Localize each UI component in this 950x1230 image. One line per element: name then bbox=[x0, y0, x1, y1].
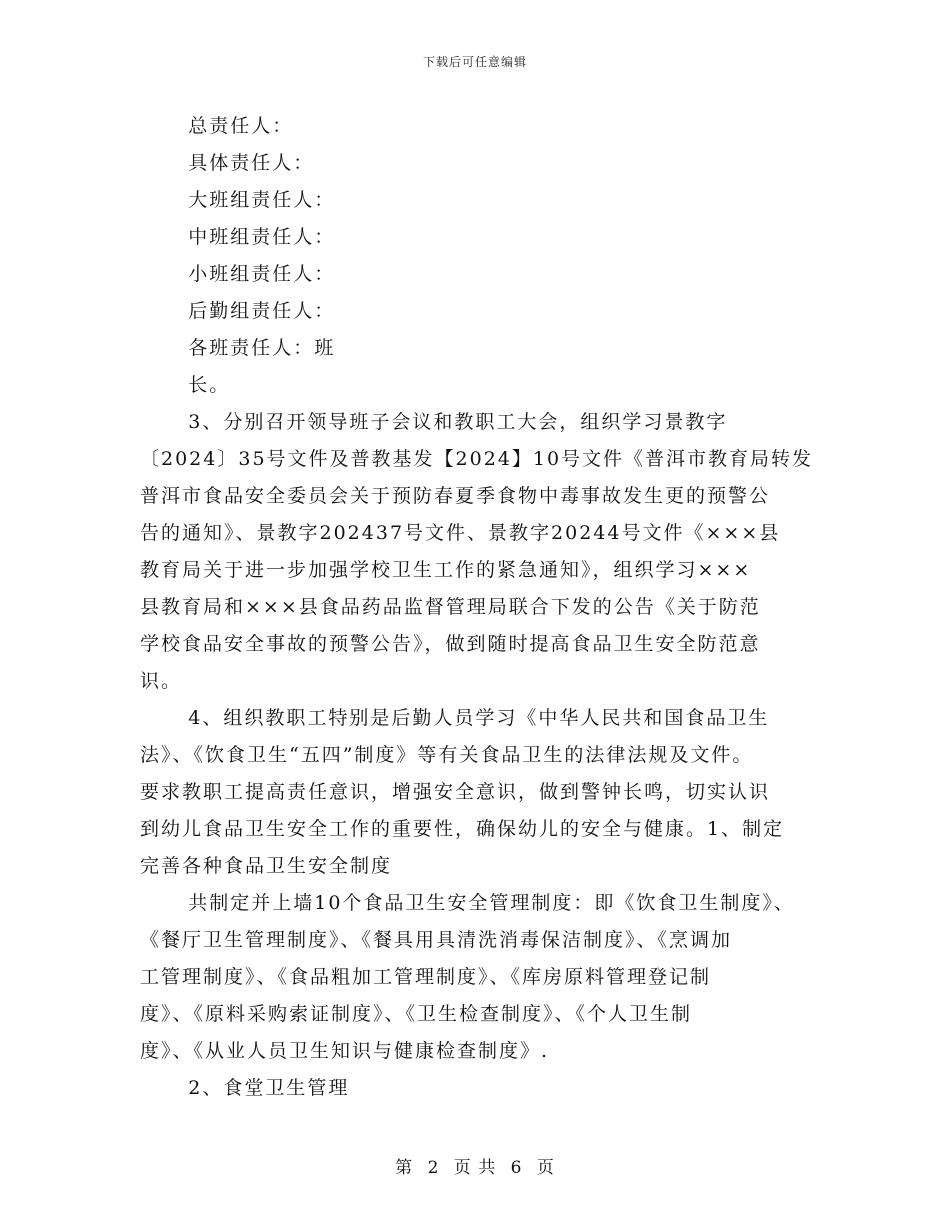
text-line: 要求教职工提高责任意识，增强安全意识，做到警钟长鸣，切实认识 bbox=[140, 781, 771, 803]
text-line: 学校食品安全事故的预警公告》，做到随时提高食品卫生安全防范意 bbox=[140, 633, 761, 655]
text-line: 教育局关于进一步加强学校卫生工作的紧急通知》，组织学习××× bbox=[140, 559, 752, 581]
text-line: 2、食堂卫生管理 bbox=[140, 1077, 350, 1099]
text-line: 中班组责任人： bbox=[140, 226, 336, 248]
text-line: 4、组织教职工特别是后勤人员学习《中华人民共和国食品卫生 bbox=[140, 707, 770, 729]
text-line: 完善各种食品卫生安全制度 bbox=[140, 855, 393, 877]
text-line: 法》、《饮食卫生“五四”制度》等有关食品卫生的法律法规及文件。 bbox=[140, 744, 754, 766]
current-page-number: 2 bbox=[427, 1158, 440, 1178]
text-line: 各班责任人：班 bbox=[140, 337, 336, 359]
text-line: 普洱市食品安全委员会关于预防春夏季食物中毒事故发生更的预警公 bbox=[140, 485, 771, 507]
footer-suffix: 页 bbox=[536, 1158, 555, 1178]
text-line: 后勤组责任人： bbox=[140, 300, 336, 322]
page-footer bbox=[0, 1153, 950, 1178]
page-header-note: 下载后可任意编辑 bbox=[422, 55, 527, 69]
total-page-number: 6 bbox=[510, 1158, 523, 1178]
text-line: 识。 bbox=[140, 670, 183, 692]
text-line: 3、分别召开领导班子会议和教职工大会，组织学习景教字 bbox=[140, 411, 728, 433]
text-line: 到幼儿食品卫生安全工作的重要性，确保幼儿的安全与健康。1、制定 bbox=[140, 818, 785, 840]
text-line: 工管理制度》、《食品粗加工管理制度》、《库房原料管理登记制 bbox=[140, 966, 712, 988]
text-line: 大班组责任人： bbox=[140, 189, 336, 211]
text-line: 告的通知》、景教字202437号文件、景教字20244号文件《×××县 bbox=[140, 522, 781, 544]
text-line: 小班组责任人： bbox=[140, 263, 336, 285]
text-line: 总责任人： bbox=[140, 115, 294, 137]
document-body bbox=[140, 108, 820, 1107]
text-line: 度》、《原料采购索证制度》、《卫生检查制度》、《个人卫生制 bbox=[140, 1003, 693, 1025]
text-line: 具体责任人： bbox=[140, 152, 315, 174]
text-line: 〔2024〕35号文件及普教基发【2024】10号文件《普洱市教育局转发 bbox=[140, 448, 814, 470]
text-line: 县教育局和×××县食品药品监督管理局联合下发的公告《关于防范 bbox=[140, 596, 761, 618]
text-line: 共制定并上墙10个食品卫生安全管理制度：即《饮食卫生制度》、 bbox=[140, 892, 795, 914]
text-line: 长。 bbox=[140, 374, 231, 396]
footer-prefix: 第 bbox=[395, 1158, 414, 1178]
text-line: 度》、《从业人员卫生知识与健康检查制度》. bbox=[140, 1040, 550, 1062]
footer-middle: 页 共 bbox=[453, 1158, 497, 1178]
text-line: 《餐厅卫生管理制度》、《餐具用具清洗消毒保洁制度》、《烹调加 bbox=[140, 929, 733, 951]
